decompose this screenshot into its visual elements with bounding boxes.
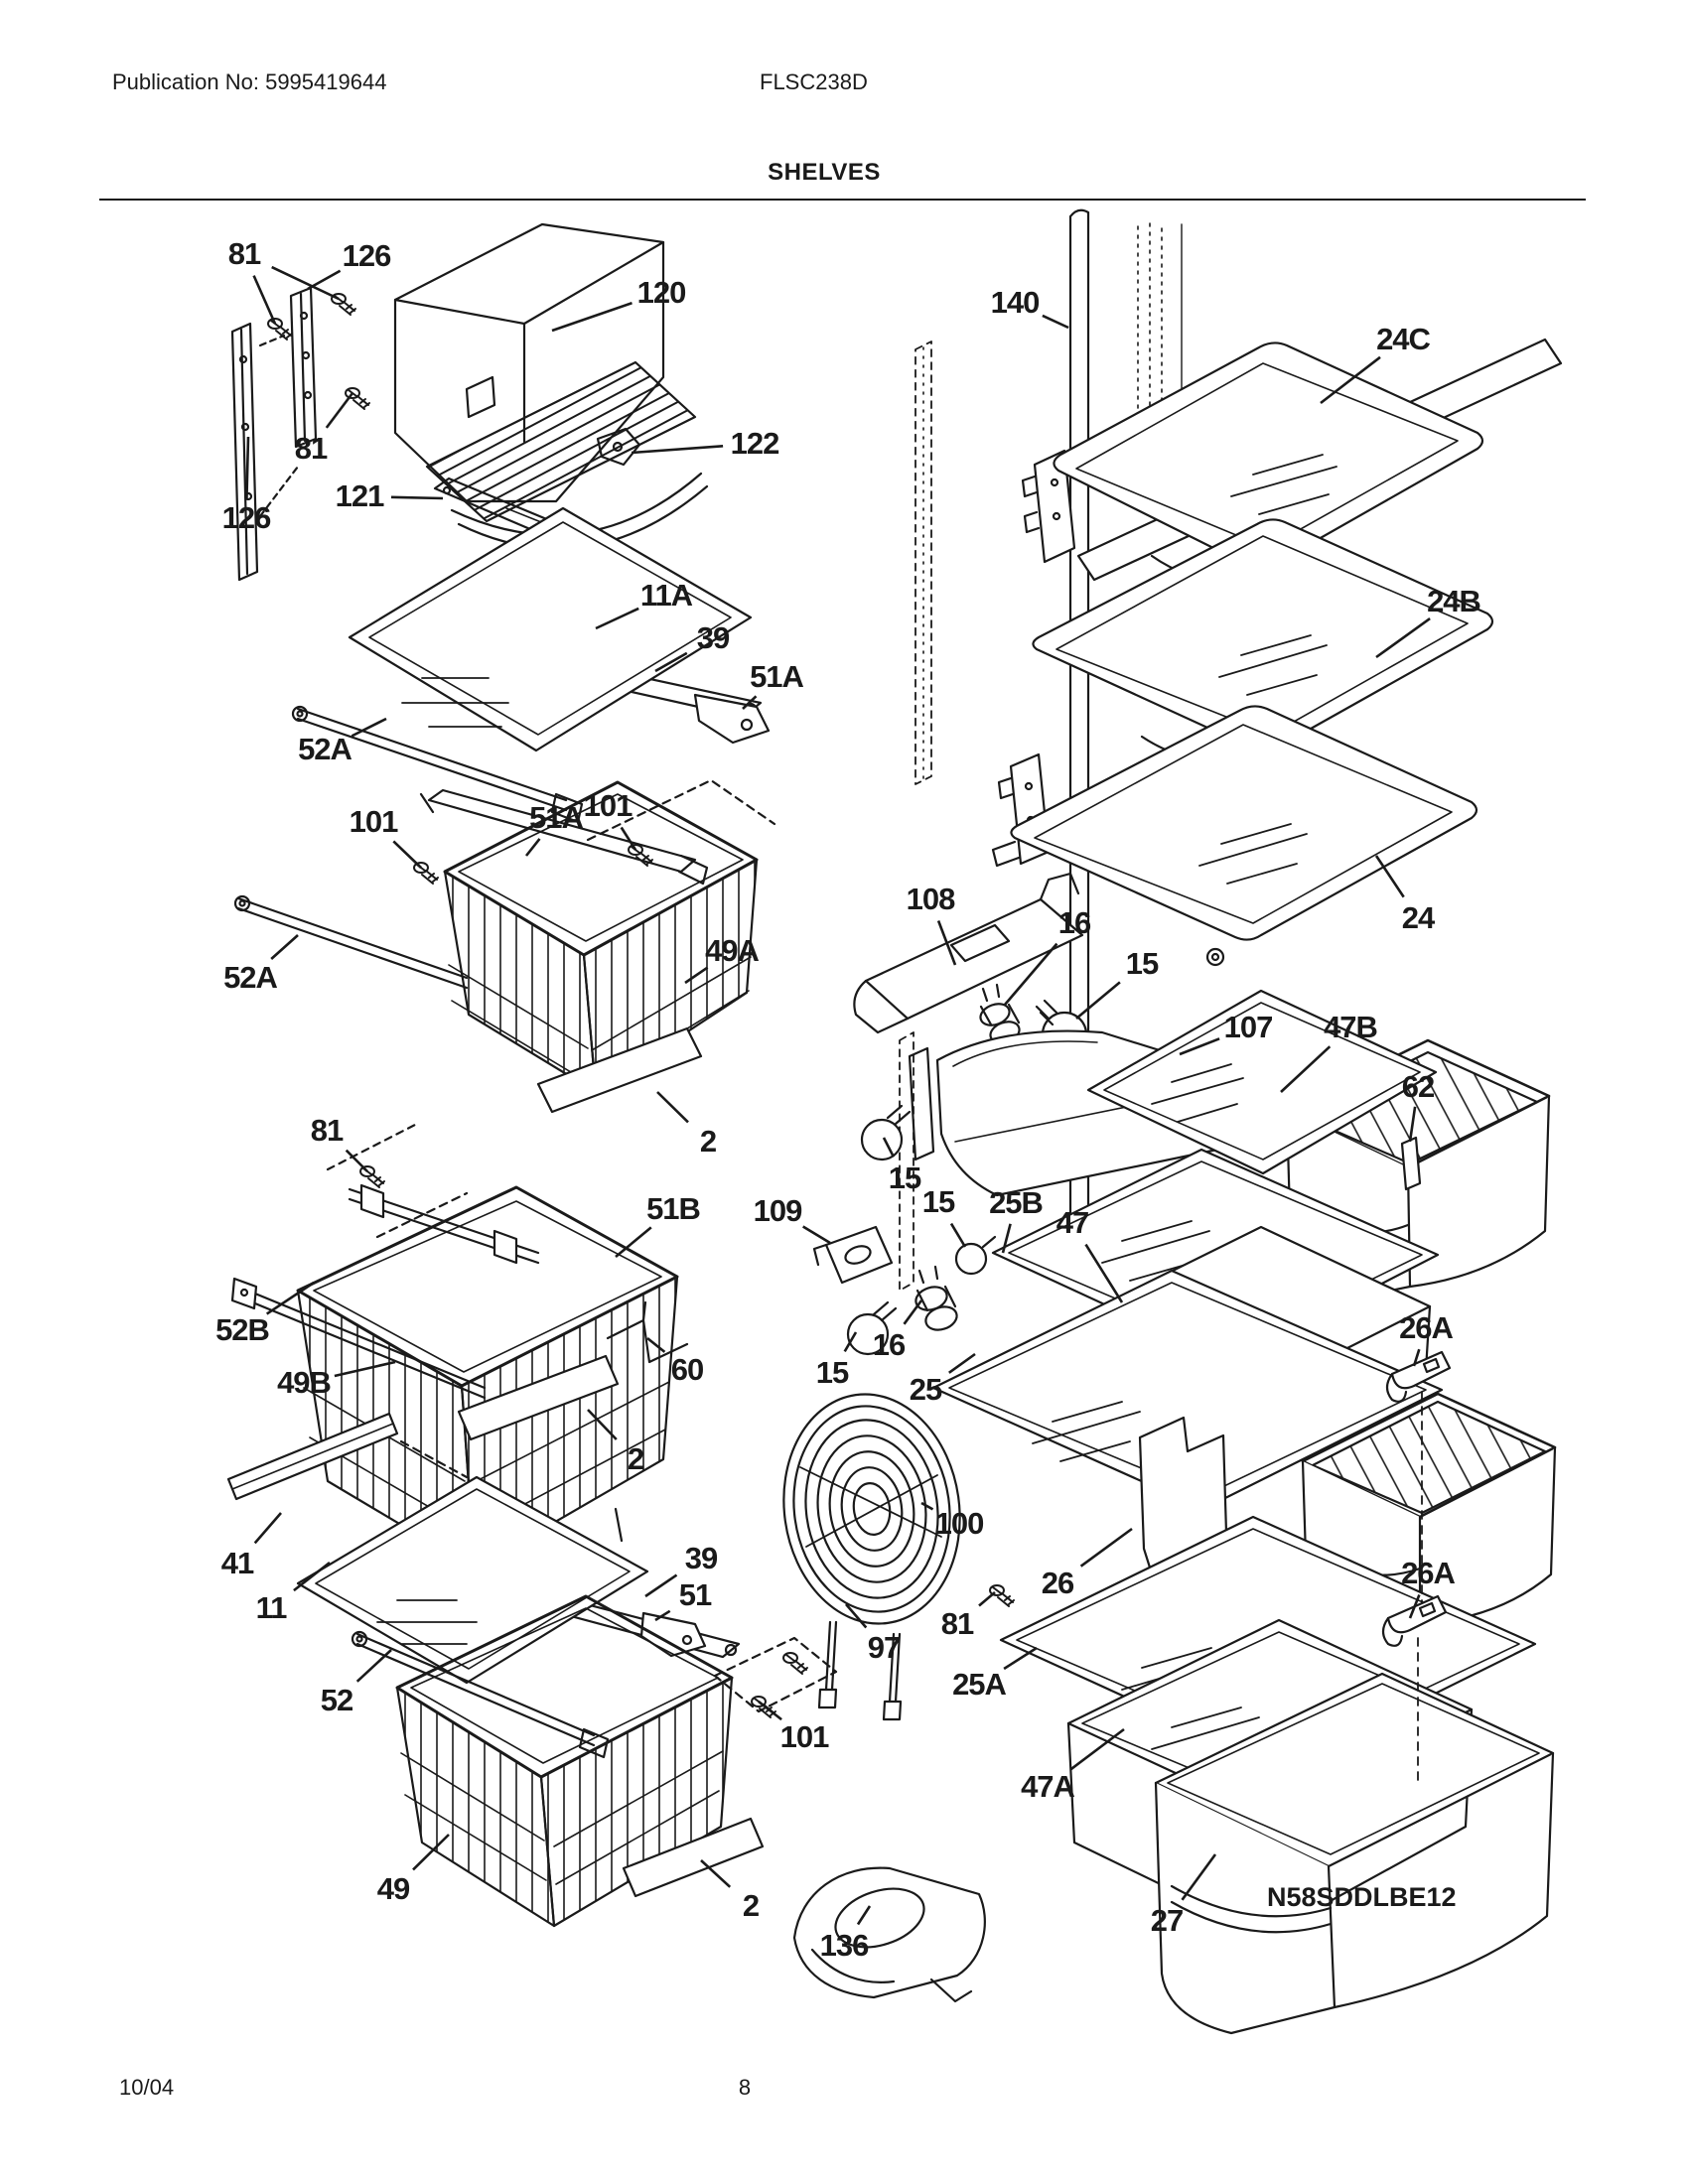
- part-callout-11: 11: [255, 1590, 287, 1625]
- part-callout-27: 27: [1150, 1903, 1184, 1938]
- part-callout-49: 49: [376, 1871, 410, 1906]
- part-callout-60: 60: [670, 1352, 704, 1387]
- part-callout-81: 81: [294, 431, 328, 466]
- part-callout-51: 51: [678, 1577, 712, 1612]
- part-callout-108: 108: [906, 882, 955, 916]
- part-callout-26: 26: [1041, 1566, 1074, 1600]
- part-callout-49B: 49B: [277, 1365, 331, 1400]
- part-callout-107: 107: [1223, 1010, 1273, 1044]
- part-callout-109: 109: [753, 1193, 802, 1228]
- part-callout-136: 136: [819, 1928, 869, 1963]
- part-callout-81: 81: [227, 236, 261, 271]
- footer-date: 10/04: [119, 2075, 175, 2100]
- part-callout-24B: 24B: [1427, 584, 1480, 618]
- part-callout-100: 100: [934, 1506, 984, 1541]
- diagram-signature: N58SDDLBE12: [1267, 1882, 1457, 1912]
- part-callout-16: 16: [872, 1327, 906, 1362]
- part-callout-25B: 25B: [989, 1185, 1043, 1220]
- part-callout-41: 41: [220, 1546, 254, 1580]
- part-callout-39: 39: [684, 1541, 718, 1575]
- part-callout-15: 15: [888, 1160, 921, 1195]
- part-callout-101: 101: [779, 1719, 829, 1754]
- part-callout-2: 2: [742, 1888, 760, 1923]
- part-callout-15: 15: [815, 1355, 849, 1390]
- part-callout-126: 126: [221, 500, 271, 535]
- part-callout-47A: 47A: [1021, 1769, 1074, 1804]
- part-callout-140: 140: [990, 285, 1040, 320]
- part-callout-26A: 26A: [1399, 1310, 1453, 1345]
- publication-number: Publication No: 5995419644: [112, 69, 387, 94]
- part-callout-120: 120: [636, 275, 686, 310]
- footer-page-number: 8: [738, 2075, 752, 2100]
- part-callout-2: 2: [699, 1124, 717, 1159]
- part-callout-52A: 52A: [223, 960, 277, 995]
- part-callout-11A: 11A: [639, 578, 693, 613]
- part-callout-2: 2: [627, 1441, 644, 1476]
- part-callout-39: 39: [696, 620, 730, 655]
- page-title: SHELVES: [768, 159, 881, 186]
- part-callout-62: 62: [1401, 1069, 1435, 1104]
- part-callout-51A: 51A: [750, 659, 803, 694]
- part-callout-126: 126: [342, 238, 391, 273]
- part-callout-25: 25: [909, 1372, 942, 1407]
- part-callout-122: 122: [730, 426, 779, 461]
- part-callout-49A: 49A: [705, 933, 759, 968]
- part-callout-47B: 47B: [1324, 1010, 1377, 1044]
- model-number: FLSC238D: [760, 69, 868, 94]
- part-callout-97: 97: [867, 1630, 901, 1665]
- part-callout-81: 81: [940, 1606, 974, 1641]
- part-callout-16: 16: [1057, 905, 1091, 940]
- part-callout-15: 15: [1125, 946, 1159, 981]
- part-callout-52: 52: [320, 1683, 353, 1717]
- part-callout-81: 81: [310, 1113, 344, 1148]
- part-callout-24: 24: [1401, 900, 1435, 935]
- part-callout-101: 101: [349, 804, 398, 839]
- part-callout-25A: 25A: [952, 1667, 1006, 1702]
- part-callout-51B: 51B: [646, 1191, 700, 1226]
- part-callout-52A: 52A: [298, 732, 352, 766]
- part-callout-51A: 51A: [529, 800, 583, 835]
- part-callout-26A: 26A: [1401, 1556, 1455, 1590]
- part-callout-52B: 52B: [215, 1312, 269, 1347]
- part-callout-121: 121: [335, 478, 384, 513]
- part-callout-47: 47: [1055, 1205, 1089, 1240]
- part-callout-15: 15: [921, 1184, 955, 1219]
- part-callout-101: 101: [583, 788, 633, 823]
- part-callout-24C: 24C: [1376, 322, 1430, 356]
